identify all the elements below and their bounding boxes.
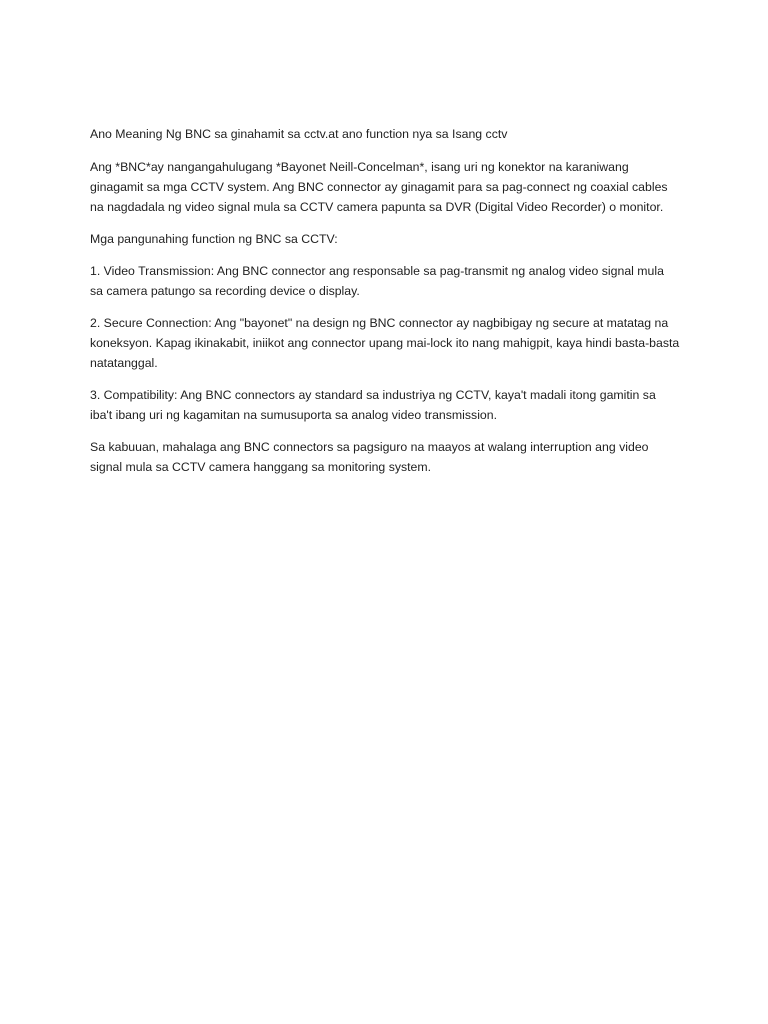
paragraph-summary: Sa kabuuan, mahalaga ang BNC connectors sa pagsiguro na maayos at walang interruption ang video signal mula sa CCTV camera hanggang sa monitoring system. [90, 440, 649, 474]
paragraph-functions-heading: Mga pangunahing function ng BNC sa CCTV: [90, 232, 338, 246]
list-item-secure-connection: 2. Secure Connection: Ang "bayonet" na design ng BNC connector ay nagbibigay ng secure at matatag na koneksyon. Kapag ikinakabit, iniikot ang connector upang mai-lock ito nang mahigpit, kaya hindi basta-basta natatanggal. [90, 316, 680, 370]
list-item-video-transmission: 1. Video Transmission: Ang BNC connector ang responsable sa pag-transmit ng analog video signal mula sa camera patungo sa recording device o display. [90, 264, 664, 298]
list-item-compatibility: 3. Compatibility: Ang BNC connectors ay standard sa industriya ng CCTV, kaya't madali itong gamitin sa iba't ibang uri ng kagamitan na sumusuporta sa analog video transmission. [90, 388, 656, 422]
document-body [90, 124, 680, 489]
document-title: Ano Meaning Ng BNC sa ginahamit sa cctv.at ano function nya sa Isang cctv [90, 127, 508, 141]
paragraph-bnc-definition: Ang *BNC*ay nangangahulugang *Bayonet Neill-Concelman*, isang uri ng konektor na karaniwang ginagamit sa mga CCTV system. Ang BNC connector ay ginagamit para sa pag-connect ng coaxial cables na nagdadala ng video signal mula sa CCTV camera papunta sa DVR (Digital Video Recorder) o monitor. [90, 160, 668, 214]
